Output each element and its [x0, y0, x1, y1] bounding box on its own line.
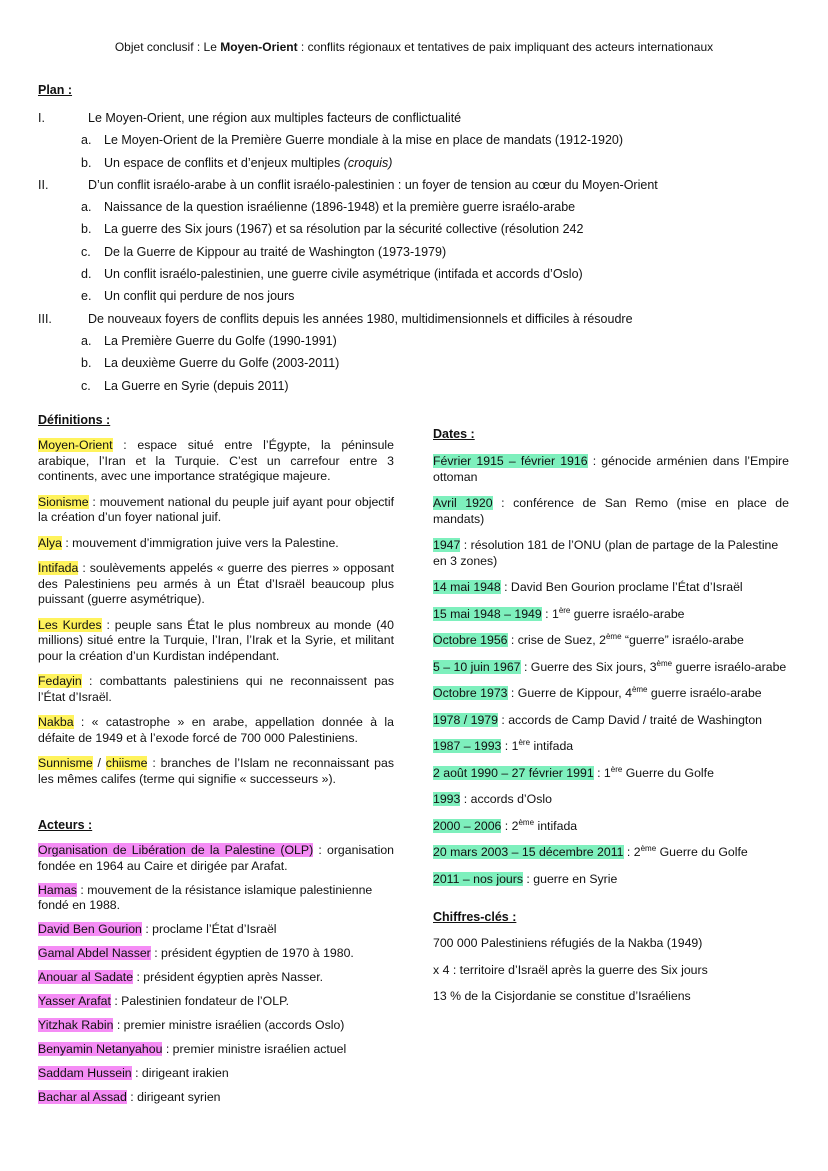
definition-term: chiisme: [105, 756, 148, 770]
actor-term: Saddam Hussein: [38, 1066, 132, 1080]
plan-number: c.: [81, 244, 91, 259]
date-term: 1947: [433, 538, 461, 552]
dates-list: [433, 454, 789, 898]
date-sup: ème: [640, 843, 657, 853]
dates-heading: Dates :: [433, 427, 475, 441]
date-text: : guerre en Syrie: [523, 871, 618, 886]
date-item: [433, 872, 789, 888]
date-sup: ème: [605, 631, 622, 641]
key-figure-item: 13 % de la Cisjordanie se constitue d’Israéliens: [433, 989, 691, 1003]
plan-number: a.: [81, 133, 92, 148]
plan-list: [38, 108, 798, 398]
date-term: 20 mars 2003 – 15 décembre 2011: [433, 845, 624, 859]
date-item: [433, 819, 789, 835]
actor-term: Anouar al Sadate: [38, 970, 134, 984]
definition-item: [38, 618, 394, 665]
definition-text: : « catastrophe » en arabe, appellation donnée à la défaite de 1949 et à l’exode forcé de 700 000 Palestiniens.: [38, 715, 394, 745]
definition-term: Sionisme: [38, 494, 89, 509]
plan-item: [38, 353, 798, 375]
date-sup: ème: [656, 658, 673, 668]
plan-item: [38, 331, 798, 353]
plan-text-wrap: [104, 153, 392, 173]
definition-term: Les Kurdes: [38, 617, 102, 632]
plan-number: b.: [81, 356, 92, 371]
date-text-2: guerre israélo-arabe: [672, 659, 787, 674]
date-item: [433, 660, 789, 676]
actor-item: [38, 1066, 394, 1082]
actor-term: Yitzhak Rabin: [38, 1018, 114, 1032]
plan-item: [38, 286, 798, 308]
definition-item: [38, 674, 394, 705]
date-sup: ème: [631, 684, 648, 694]
actor-item: [38, 994, 394, 1010]
plan-text: Un conflit israélo-palestinien, une guerre civile asymétrique (intifada et accords d’Oslo): [104, 267, 583, 282]
date-text-2: “guerre” israélo-arabe: [621, 633, 744, 647]
plan-text: De nouveaux foyers de conflits depuis les années 1980, multidimensionnels et difficiles à résoudre: [88, 311, 633, 326]
plan-text: Le Moyen-Orient, une région aux multiples facteurs de conflictualité: [88, 111, 462, 125]
definition-term: Moyen-Orient: [38, 438, 113, 452]
definition-item: [38, 561, 394, 608]
date-text: : génocide arménien dans l’Empire ottoman: [433, 454, 789, 484]
date-text: : Guerre des Six jours, 3: [520, 659, 657, 674]
actor-text: : président égyptien après Nasser.: [133, 970, 324, 984]
date-text: : 2: [501, 818, 519, 833]
definition-text: : peuple sans État le plus nombreux au monde (40 millions) situé entre la Turquie, l’Iran, l’Irak et la Syrie, et militant pour la création d’un Kurdistan indépendant.: [38, 617, 394, 663]
date-item: [433, 454, 789, 485]
actor-term: Yasser Arafat: [38, 994, 111, 1008]
date-term: 2000 – 2006: [433, 818, 502, 833]
definition-item: [38, 536, 394, 552]
date-sup: ère: [610, 764, 623, 774]
plan-number: III.: [38, 311, 52, 326]
actor-term: Benyamin Netanyahou: [38, 1042, 163, 1056]
title-prefix: Objet conclusif : Le: [114, 40, 221, 54]
date-text-2: intifada: [530, 739, 574, 753]
plan-item: [38, 264, 798, 286]
plan-number: I.: [38, 111, 45, 125]
date-item: [433, 538, 789, 569]
date-term: 1978 / 1979: [433, 712, 498, 727]
plan-text: La Guerre en Syrie (depuis 2011): [104, 378, 289, 393]
actor-item: [38, 946, 394, 962]
actor-text: : premier ministre israélien (accords Oslo): [113, 1018, 345, 1032]
plan-number: c.: [81, 378, 91, 393]
date-text-2: guerre israélo-arabe: [570, 606, 685, 621]
date-item: [433, 686, 789, 702]
definition-item: [38, 715, 394, 746]
date-term: 2 août 1990 – 27 février 1991: [433, 765, 594, 780]
actor-item: [38, 1018, 394, 1034]
plan-number: d.: [81, 267, 92, 282]
title-suffix: : conflits régionaux et tentatives de paix impliquant des acteurs internationaux: [297, 40, 714, 54]
definition-text: : mouvement d’immigration juive vers la Palestine.: [61, 535, 339, 550]
date-text: : résolution 181 de l’ONU (plan de partage de la Palestine en 3 zones): [433, 538, 779, 568]
plan-item: [38, 153, 798, 175]
date-item: [433, 766, 789, 782]
plan-number: b.: [81, 222, 92, 237]
plan-item: [38, 376, 798, 398]
date-text-2: intifada: [534, 818, 578, 833]
actors-heading: Acteurs :: [38, 818, 93, 832]
definition-item: [38, 495, 394, 526]
date-text: : David Ben Gourion proclame l’État d’Israël: [500, 580, 743, 594]
plan-text: Un conflit qui perdure de nos jours: [104, 289, 295, 304]
actor-text: : dirigeant syrien: [126, 1090, 221, 1104]
key-figures-heading: Chiffres-clés :: [433, 910, 517, 924]
date-sup: ème: [518, 817, 535, 827]
actor-item: [38, 922, 394, 938]
plan-text: La Première Guerre du Golfe (1990-1991): [104, 333, 337, 348]
definition-text: : mouvement national du peuple juif ayant pour objectif la création d’un foyer national juif.: [38, 494, 394, 524]
plan-heading: Plan :: [38, 83, 73, 97]
date-text: : 2: [623, 845, 641, 859]
plan-number: e.: [81, 289, 92, 304]
date-item: [433, 713, 789, 729]
plan-text: De la Guerre de Kippour au traité de Washington (1973-1979): [104, 244, 447, 259]
plan-text: Le Moyen-Orient de la Première Guerre mondiale à la mise en place de mandats (1912-1920): [104, 133, 624, 148]
date-item: [433, 845, 789, 861]
date-text: : crise de Suez, 2: [507, 633, 606, 647]
definition-separator: /: [92, 756, 106, 770]
plan-item: [38, 219, 798, 241]
definition-term: Intifada: [38, 561, 79, 575]
definitions-heading: Définitions :: [38, 413, 111, 427]
definition-term: Fedayin: [38, 674, 82, 688]
date-term: 1987 – 1993: [433, 739, 502, 753]
date-text-2: guerre israélo-arabe: [647, 686, 762, 700]
actor-term: Bachar al Assad: [38, 1090, 127, 1104]
actor-text: : dirigeant irakien: [131, 1066, 229, 1080]
definitions-list: [38, 438, 394, 797]
date-sup: ère: [518, 737, 531, 747]
plan-text: D’un conflit israélo-arabe à un conflit israélo-palestinien : un foyer de tension au cœur du Moyen-Orient: [88, 177, 658, 192]
plan-text: La deuxième Guerre du Golfe (2003-2011): [104, 356, 340, 371]
date-text: : 1: [541, 606, 559, 621]
plan-number: II.: [38, 177, 49, 192]
plan-number: a.: [81, 333, 92, 348]
date-term: 14 mai 1948: [433, 580, 501, 594]
date-term: 1993: [433, 792, 461, 806]
actor-text: : premier ministre israélien actuel: [162, 1042, 347, 1056]
plan-text: Naissance de la question israélienne (1896-1948) et la première guerre israélo-arabe: [104, 200, 576, 215]
date-term: Avril 1920: [433, 496, 493, 510]
actor-term: Hamas: [38, 882, 77, 897]
actor-item: [38, 883, 394, 914]
definition-text: : combattants palestiniens qui ne reconnaissent pas l’État d’Israël.: [38, 674, 394, 704]
date-term: Octobre 1956: [433, 633, 508, 647]
key-figure-item: x 4 : territoire d’Israël après la guerre des Six jours: [433, 962, 708, 977]
actor-item: [38, 1090, 394, 1106]
definition-term: Alya: [38, 535, 62, 550]
date-text-2: Guerre du Golfe: [656, 845, 748, 859]
definition-text: : soulèvements appelés « guerre des pierres » opposant des Palestiniens peu armés à un État d’Israël beaucoup plus puissant (guerre asymétrique).: [38, 561, 394, 606]
key-figure-item: 700 000 Palestiniens réfugiés de la Nakba (1949): [433, 936, 703, 950]
actor-text: : proclame l’État d’Israël: [141, 922, 277, 936]
date-text: : conférence de San Remo (mise en place de mandats): [433, 496, 789, 526]
date-term: 2011 – nos jours: [433, 871, 524, 886]
plan-text: La guerre des Six jours (1967) et sa résolution par la sécurité collective (résolution 242: [104, 222, 584, 237]
plan-item: [38, 108, 798, 130]
date-text: : Guerre de Kippour, 4: [507, 686, 632, 700]
definition-term: Nakba: [38, 715, 74, 729]
actors-list: [38, 843, 394, 1114]
plan-text: Un espace de conflits et d’enjeux multiples: [104, 155, 341, 170]
actor-text: : organisation fondée en 1964 au Caire et dirigée par Arafat.: [38, 843, 394, 873]
date-item: [433, 607, 789, 623]
date-item: [433, 633, 789, 649]
plan-item: [38, 130, 798, 152]
date-term: 5 – 10 juin 1967: [433, 659, 521, 674]
title-bold: Moyen-Orient: [220, 40, 298, 54]
definition-term: Sunnisme: [38, 756, 93, 770]
definition-text: : branches de l’Islam ne reconnaissant pas les mêmes califes (terme qui signifie « successeurs »).: [38, 756, 394, 786]
date-item: [433, 792, 789, 808]
actor-item: [38, 970, 394, 986]
actor-term: Organisation de Libération de la Palestine (OLP): [38, 843, 314, 857]
definition-text: : espace situé entre l’Égypte, la péninsule arabique, l’Iran et la Turquie. C’est un carrefour entre 3 continents, avec une importance stratégique majeure.: [38, 438, 394, 483]
plan-item: [38, 175, 798, 197]
date-item: [433, 496, 789, 527]
plan-item: [38, 309, 798, 331]
actor-text: : Palestinien fondateur de l’OLP.: [110, 994, 290, 1008]
actor-item: [38, 1042, 394, 1058]
date-item: [433, 580, 789, 596]
plan-item: [38, 242, 798, 264]
date-sup: ère: [558, 605, 571, 615]
actor-term: David Ben Gourion: [38, 922, 142, 936]
actor-term: Gamal Abdel Nasser: [38, 946, 151, 960]
plan-number: b.: [81, 155, 92, 170]
date-term: 15 mai 1948 – 1949: [433, 606, 542, 621]
date-text: : 1: [501, 739, 519, 753]
plan-number: a.: [81, 200, 92, 215]
date-text: : accords d’Oslo: [460, 792, 552, 806]
definition-item: [38, 438, 394, 485]
date-term: Février 1915 – février 1916: [433, 454, 588, 468]
plan-text-italic: (croquis): [343, 155, 393, 170]
key-figures-list: [433, 936, 789, 1016]
page-title: [0, 39, 828, 55]
date-item: [433, 739, 789, 755]
plan-item: [38, 197, 798, 219]
actor-item: [38, 843, 394, 874]
date-term: Octobre 1973: [433, 686, 508, 700]
date-text: : accords de Camp David / traité de Washington: [497, 712, 763, 727]
actor-text: : mouvement de la résistance islamique palestinienne fondé en 1988.: [38, 882, 373, 912]
date-text-2: Guerre du Golfe: [622, 765, 714, 780]
definition-item: [38, 756, 394, 787]
date-text: : 1: [593, 765, 611, 780]
actor-text: : président égyptien de 1970 à 1980.: [150, 946, 354, 960]
